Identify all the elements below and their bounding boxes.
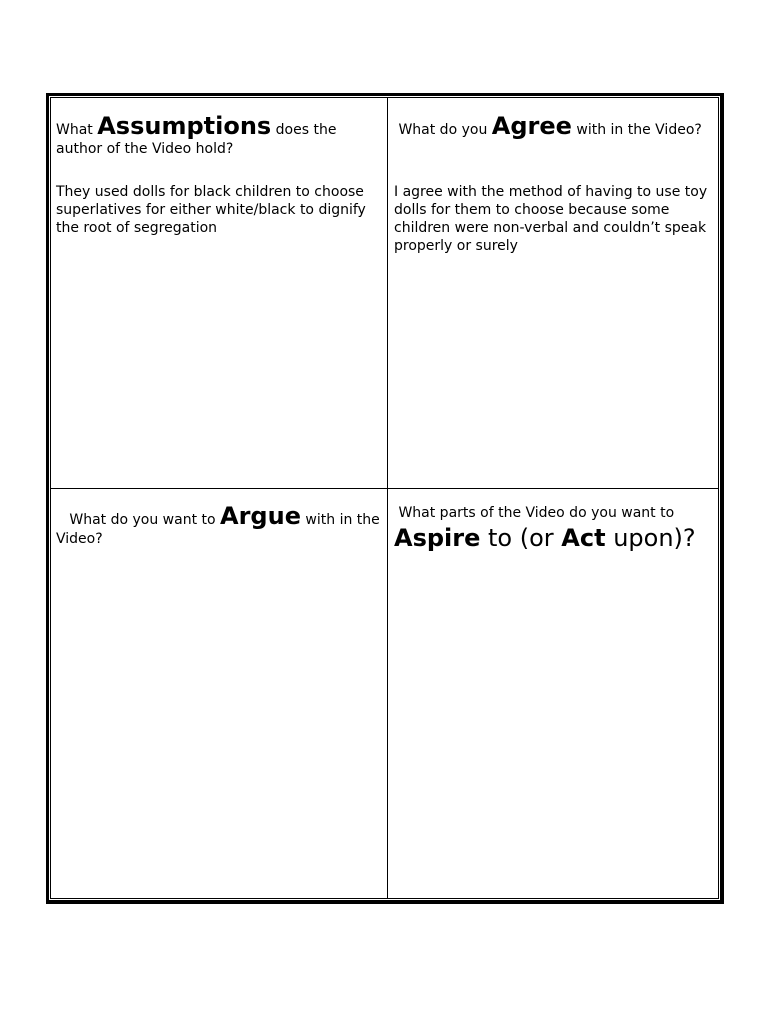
agree-cell [388,98,718,489]
assumptions-suffix: does the author of the Video hold? [56,122,337,157]
aspire-mid: to (or [480,524,562,552]
assumptions-prefix: What [56,122,98,138]
agree-answer: I agree with the method of having to use toy dolls for them to choose because some children were non-verbal and couldn’t speak properly or surely [394,184,708,254]
aspire-line1: What parts of the Video do you want to [394,505,675,521]
act-keyword: Act [561,524,606,552]
assumptions-cell [51,98,388,489]
aspire-prompt [394,504,719,553]
worksheet-frame [46,93,724,904]
worksheet-grid [50,97,719,899]
argue-suffix: with in the Video? [56,512,380,547]
agree-keyword: Agree [491,112,572,140]
assumptions-keyword: Assumptions [97,112,272,140]
argue-cell [51,489,388,898]
aspire-line2 [394,523,719,553]
agree-suffix: with in the Video? [571,122,702,138]
argue-prefix: What do you want to [56,512,221,528]
agree-prefix: What do you [394,122,492,138]
agree-prompt [394,112,714,140]
assumptions-answer: They used dolls for black children to choose superlatives for either white/black to dignify the root of segregation [56,184,366,236]
aspire-end: upon)? [605,524,696,552]
aspire-keyword: Aspire [394,524,481,552]
assumptions-prompt [56,112,376,159]
aspire-cell [388,489,718,898]
argue-keyword: Argue [220,502,301,530]
argue-prompt [56,502,381,549]
